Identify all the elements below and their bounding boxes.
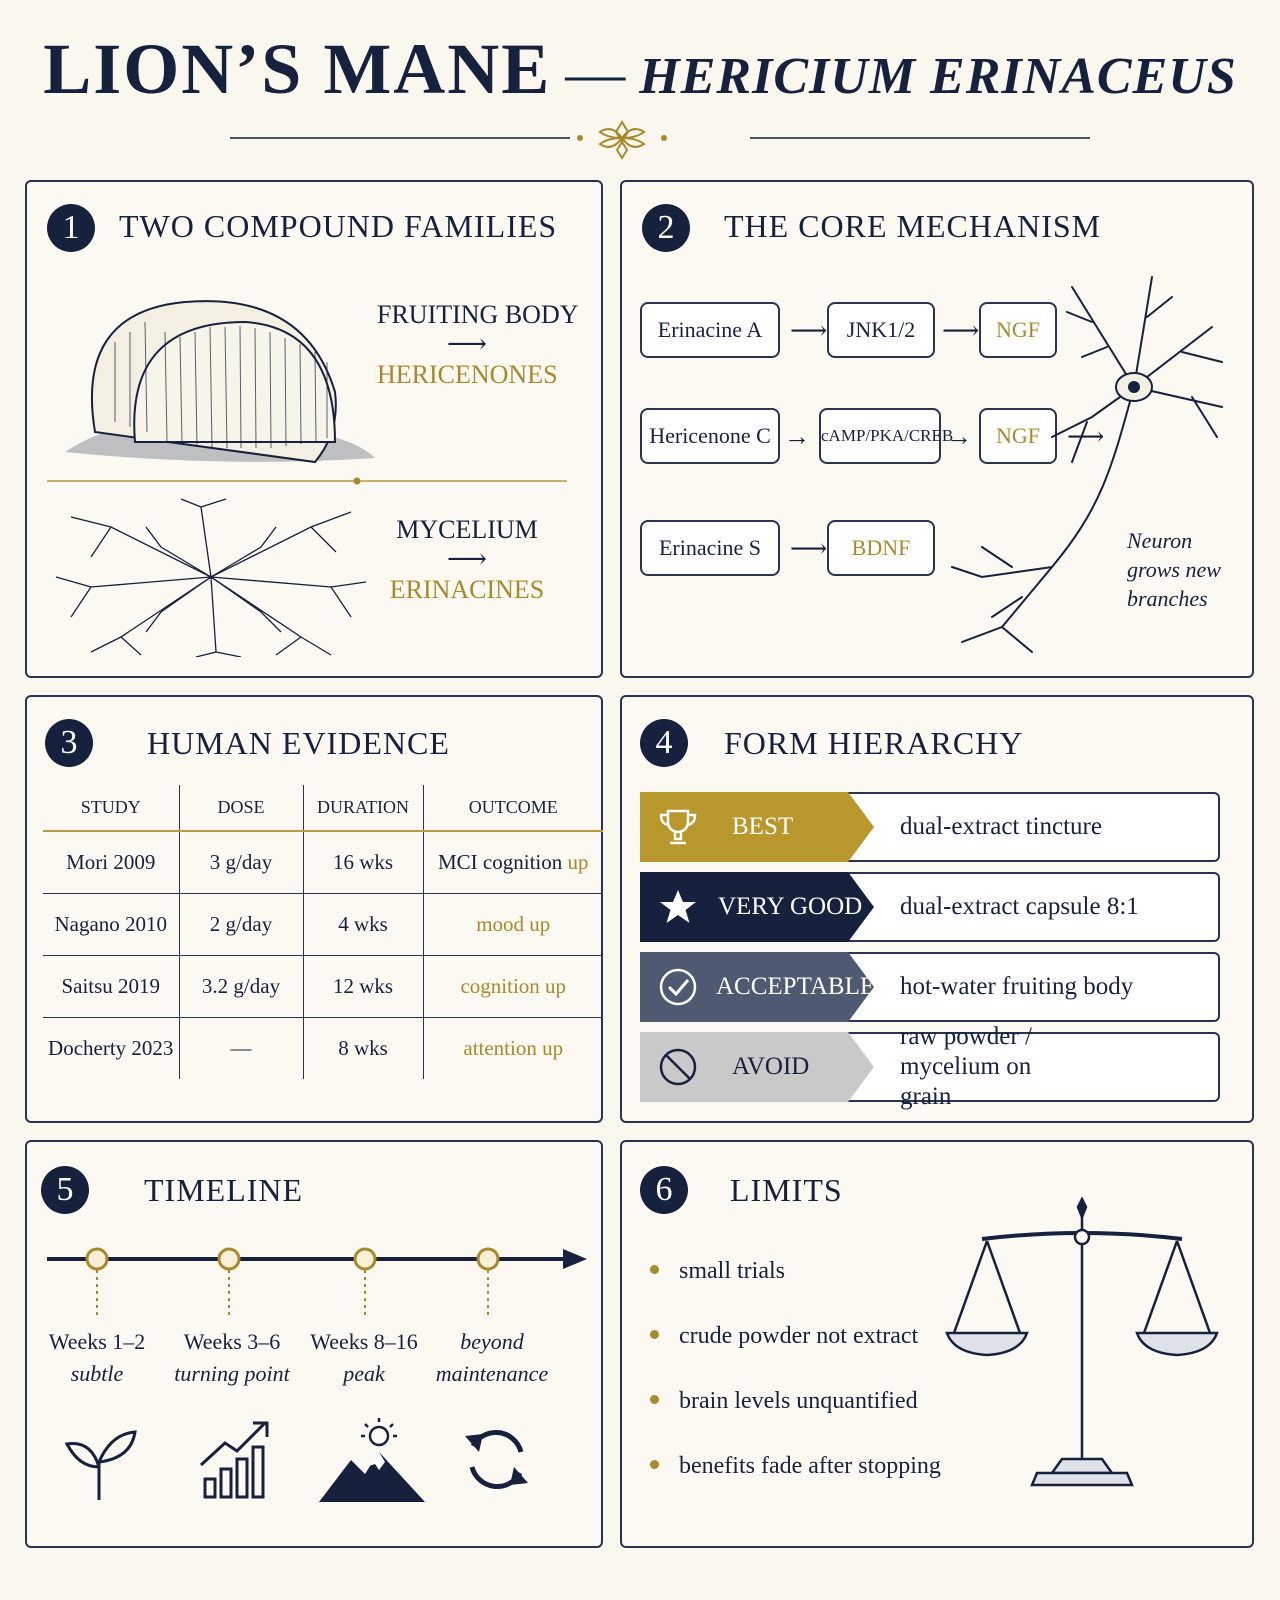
neuron-note-line: Neuron [1127,528,1193,553]
mushroom-illustration [55,252,385,472]
tier-description: hot-water fruiting body [840,952,1220,1022]
right-arrow-icon: → [946,422,972,451]
ngf-box-2: NGF [979,408,1057,464]
panel-number-badge: 2 [642,204,690,252]
duration-cell: 16 wks [303,831,423,893]
timeline-stage [37,1326,157,1390]
erinacines-label: ERINACINES [389,575,545,604]
stage-phase: peak [343,1361,385,1386]
study-cell: Nagano 2010 [43,893,179,955]
ngf-box-1: NGF [979,302,1057,358]
panel-number-badge: 4 [640,719,688,767]
stage-weeks: Weeks 8–16 [310,1329,418,1354]
ornament-divider [230,118,1090,174]
check-circle-icon [658,967,698,1007]
stage-phase: maintenance [435,1361,549,1386]
mycelium-label-group [382,515,552,605]
column-header: DURATION [303,785,423,831]
tier-description: dual-extract capsule 8:1 [840,872,1220,942]
title-main: LION’S MANE [43,29,552,109]
panel-number-badge: 3 [45,719,93,767]
limit-text: crude powder not extract [679,1323,919,1349]
erinacine-s-box: Erinacine S [640,520,780,576]
stage-phase: subtle [70,1361,124,1386]
right-arrow-icon: ⟶ [446,329,488,360]
outcome-direction: up [567,849,589,874]
panel-title: THE CORE MECHANISM [724,208,1102,244]
growth-chart-icon [197,1417,277,1502]
table-row [43,893,603,955]
bdnf-box: BDNF [827,520,935,576]
outcome-text: MCI cognition [438,849,563,874]
erinacine-a-box: Erinacine A [640,302,780,358]
column-header: DOSE [179,785,303,831]
limit-item [650,1388,918,1415]
dose-cell: 3.2 g/day [179,955,303,1017]
table-header-row [43,785,603,831]
hericenones-label: HERICENONES [377,360,558,389]
duration-cell: 8 wks [303,1017,423,1079]
outcome-cell: mood up [423,893,603,955]
neuron-note [1127,526,1221,613]
prohibited-icon [658,1047,698,1087]
camp-pka-creb-box: cAMP/PKA/CREB [819,408,941,464]
column-header: STUDY [43,785,179,831]
column-header: OUTCOME [423,785,603,831]
limit-text: small trials [679,1258,785,1284]
page-title [0,28,1280,111]
panel-compound-families [25,180,603,678]
tier-label: BEST [732,813,794,840]
stage-weeks: Weeks 3–6 [183,1329,281,1354]
hericenone-c-box: Hericenone C [640,408,780,464]
dose-cell: 2 g/day [179,893,303,955]
panel-limits [620,1140,1254,1548]
outcome-cell: cognition up [423,955,603,1017]
title-dash: — [565,40,626,106]
tier-description: raw powder / mycelium on grain [840,1032,1220,1102]
timeline-axis [45,1237,590,1317]
mycelium-label: MYCELIUM [396,515,538,544]
panel-title: FORM HIERARCHY [724,725,1024,761]
panel-title: LIMITS [730,1172,843,1208]
star-icon [658,887,698,927]
study-cell: Saitsu 2019 [43,955,179,1017]
study-cell: Docherty 2023 [43,1017,179,1079]
outcome-cell [423,831,603,893]
right-arrow-icon: ⟶ [942,316,980,345]
panel-timeline [25,1140,603,1548]
right-arrow-icon: ⟶ [790,316,828,345]
duration-cell: 4 wks [303,893,423,955]
right-arrow-icon: ⟶ [1067,422,1105,451]
sprout-icon [59,1422,139,1502]
table-row [43,955,603,1017]
outcome-cell: attention up [463,1035,564,1060]
tier-label: VERY GOOD [718,893,863,920]
study-cell: Mori 2009 [43,831,179,893]
table-row [43,1017,603,1079]
timeline-stage [299,1326,429,1390]
tier-label: ACCEPTABLE [716,973,876,1000]
limit-item [650,1453,941,1480]
fruiting-body-label: FRUITING BODY [377,300,579,329]
bullet-icon [650,1395,659,1404]
timeline-stage [422,1326,562,1390]
jnk-box: JNK1/2 [827,302,935,358]
neuron-note-line: grows new [1127,557,1221,582]
dose-cell: — [179,1017,303,1079]
tier-acceptable [640,952,1220,1022]
neuron-note-line: branches [1127,586,1208,611]
duration-cell: 12 wks [303,955,423,1017]
stage-weeks: beyond [460,1329,524,1354]
balance-scale-illustration [942,1197,1222,1497]
panel-human-evidence [25,695,603,1123]
stage-weeks: Weeks 1–2 [48,1329,146,1354]
limit-item [650,1323,918,1350]
tier-best [640,792,1220,862]
title-subtitle: HERICIUM ERINACEUS [639,48,1237,105]
limit-text: brain levels unquantified [679,1388,918,1414]
tier-description: dual-extract tincture [840,792,1220,862]
panel-number-badge: 1 [47,204,95,252]
table-row [43,831,603,893]
right-arrow-icon: → [784,422,810,451]
panel-divider [47,476,567,486]
panel-title: TIMELINE [144,1172,304,1208]
tier-avoid [640,1023,1220,1110]
panel-form-hierarchy [620,695,1254,1123]
limit-item [650,1258,785,1285]
trophy-icon [658,807,698,847]
panel-number-badge: 6 [640,1166,688,1214]
bullet-icon [650,1265,659,1274]
timeline-stage [162,1326,302,1390]
cycle-arrows-icon [459,1422,534,1497]
bullet-icon [650,1460,659,1469]
panel-number-badge: 5 [41,1166,89,1214]
mountain-peak-icon [317,1412,427,1507]
stage-phase: turning point [174,1361,290,1386]
limit-text: benefits fade after stopping [679,1453,941,1479]
mycelium-network-illustration [51,497,371,657]
panel-title: TWO COMPOUND FAMILIES [119,208,558,244]
dose-cell: 3 g/day [179,831,303,893]
evidence-table [43,785,603,1079]
tier-label: AVOID [732,1053,810,1080]
tier-very-good [640,872,1220,942]
bullet-icon [650,1330,659,1339]
right-arrow-icon: ⟶ [790,534,828,563]
panel-title: HUMAN EVIDENCE [147,725,450,761]
fruiting-body-label-group [377,300,579,390]
panel-core-mechanism [620,180,1254,678]
right-arrow-icon: ⟶ [446,544,488,575]
